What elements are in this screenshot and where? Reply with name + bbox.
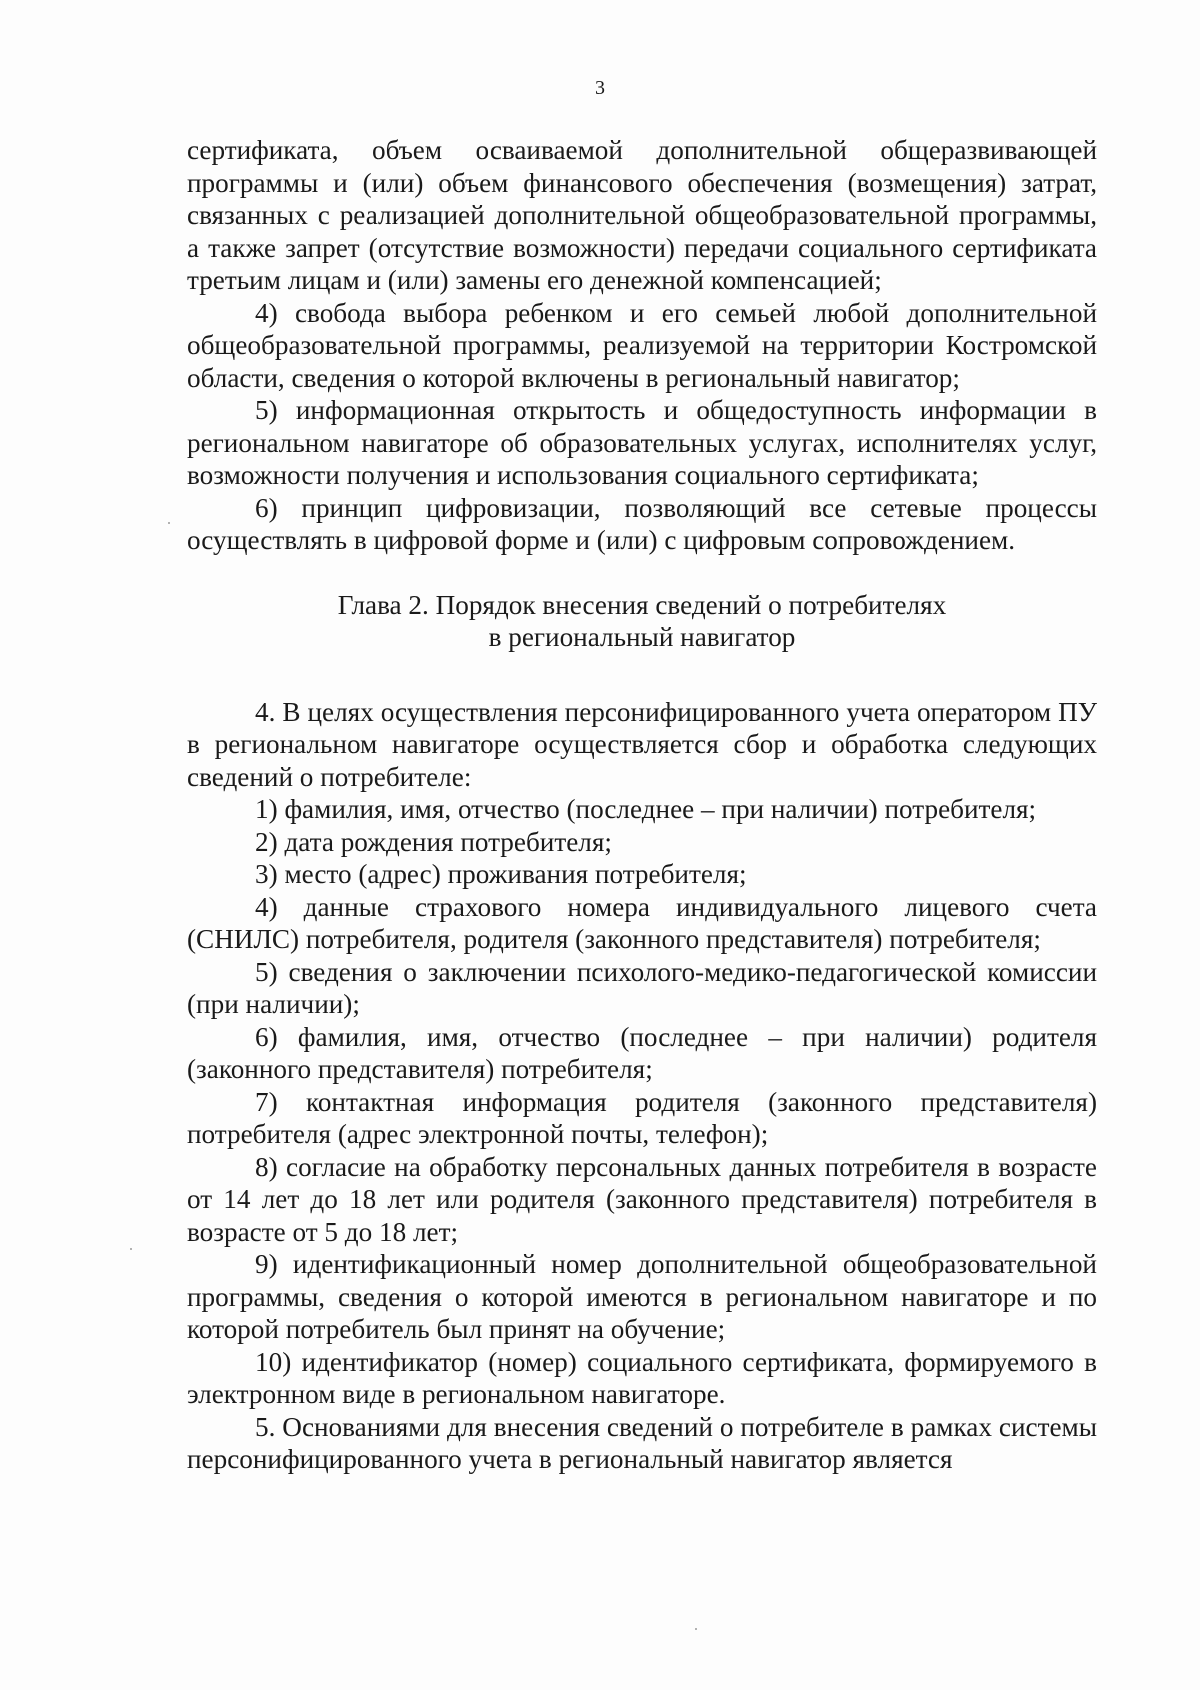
chapter-heading-line-1: Глава 2. Порядок внесения сведений о потребителях	[337, 589, 947, 620]
scan-speck	[168, 522, 170, 524]
list-item: 8) согласие на обработку персональных данных потребителя в возрасте от 14 лет до 18 лет или родителя (законного представителя) потребителя в возрасте от 5 до 18 лет;	[187, 1151, 1097, 1247]
page-number: 3	[595, 77, 605, 99]
list-item: 3) место (адрес) проживания потребителя;	[255, 859, 747, 889]
scan-speck	[130, 1248, 132, 1250]
paragraph-item-6: 6) принцип цифровизации, позволяющий все сетевые процессы осуществлять в цифровой форме и (или) с цифровым сопровождением.	[187, 492, 1097, 555]
list-item: 9) идентификационный номер дополнительной общеобразовательной программы, сведения о которой имеются в региональном навигаторе и по которой потребитель был принят на обучение;	[187, 1249, 1097, 1344]
section-4-intro: 4. В целях осуществления персонифицированного учета оператором ПУ в региональном навигаторе осуществляется сбор и обработка следующих сведений о потребителе:	[187, 696, 1097, 792]
paragraph-continuation: сертификата, объем осваиваемой дополнительной общеразвивающей программы и (или) объем финансового обеспечения (возмещения) затрат, связанных с реализацией дополнительной общеобразовательной программы, а также запрет (отсутствие возможности) передачи социального сертификата третьим лицам и (или) замены его денежной компенсацией;	[187, 135, 1097, 295]
list-item: 5) сведения о заключении психолого-медико-педагогической комиссии (при наличии);	[187, 956, 1097, 1019]
list-item: 7) контактная информация родителя (законного представителя) потребителя (адрес электронной почты, телефон);	[187, 1086, 1097, 1149]
paragraph-item-5: 5) информационная открытость и общедоступность информации в региональном навигаторе об образовательных услугах, исполнителях услуг, возможности получения и использования социального сертификата;	[187, 395, 1097, 490]
section-5-text: 5. Основаниями для внесения сведений о потребителе в рамках системы персонифицированного учета в региональный навигатор является	[187, 1411, 1097, 1474]
list-item: 1) фамилия, имя, отчество (последнее – при наличии) потребителя;	[255, 794, 1037, 824]
paragraph-item-4: 4) свобода выбора ребенком и его семьей любой дополнительной общеобразовательной программы, реализуемой на территории Костромской области, сведения о которой включены в региональный навигатор;	[187, 297, 1097, 393]
chapter-heading	[187, 589, 1097, 654]
list-item: 6) фамилия, имя, отчество (последнее – при наличии) родителя (законного представителя) потребителя;	[187, 1021, 1097, 1084]
scan-speck	[695, 1628, 697, 1630]
list-item: 4) данные страхового номера индивидуального лицевого счета (СНИЛС) потребителя, родителя (законного представителя) потребителя;	[187, 891, 1097, 954]
list-item: 2) дата рождения потребителя;	[255, 826, 612, 857]
list-item: 10) идентификатор (номер) социального сертификата, формируемого в электронном виде в региональном навигаторе.	[187, 1346, 1097, 1409]
document-body	[187, 134, 1097, 1476]
chapter-heading-line-2: в региональный навигатор	[488, 622, 796, 652]
